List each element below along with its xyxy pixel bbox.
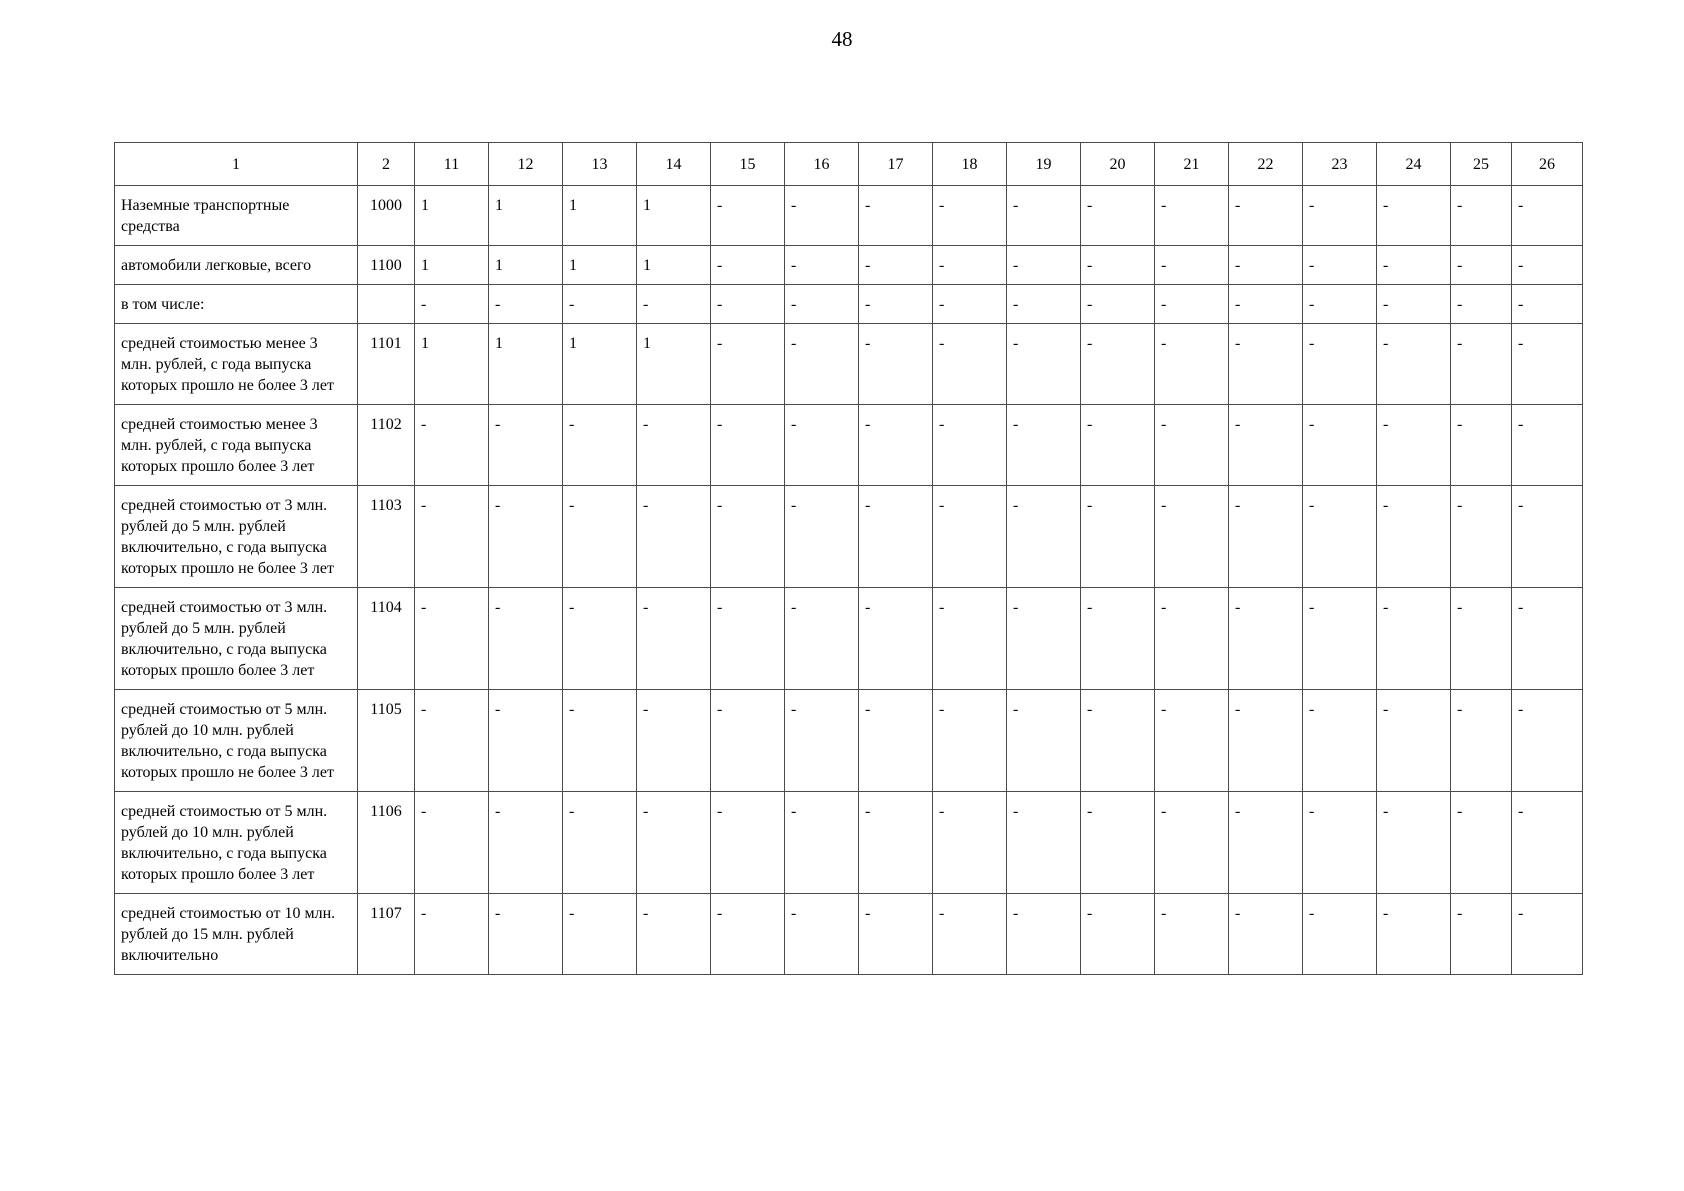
table-cell: -	[859, 324, 933, 405]
row-label: средней стоимостью менее 3 млн. рублей, с года выпуска которых прошло не более 3 лет	[115, 324, 358, 405]
column-header: 15	[711, 143, 785, 186]
table-cell: -	[1007, 792, 1081, 894]
table-cell: -	[1512, 894, 1583, 975]
table-cell: -	[415, 285, 489, 324]
table-cell: -	[1081, 588, 1155, 690]
table-cell: -	[1081, 246, 1155, 285]
table-cell: -	[1451, 690, 1512, 792]
table-cell: -	[489, 588, 563, 690]
table-cell: -	[1155, 486, 1229, 588]
table-cell: -	[711, 690, 785, 792]
table-cell: -	[1303, 324, 1377, 405]
table-cell: -	[785, 186, 859, 246]
column-header: 23	[1303, 143, 1377, 186]
table-cell: -	[1377, 285, 1451, 324]
column-header: 2	[358, 143, 415, 186]
table-cell: -	[711, 588, 785, 690]
table-cell: -	[1155, 186, 1229, 246]
table-cell: -	[1229, 405, 1303, 486]
table-cell: -	[859, 486, 933, 588]
table-cell: -	[785, 588, 859, 690]
table-cell: -	[637, 690, 711, 792]
table-cell: -	[785, 792, 859, 894]
table-cell: -	[1512, 405, 1583, 486]
column-header: 25	[1451, 143, 1512, 186]
table-cell: -	[637, 894, 711, 975]
table-cell: -	[933, 792, 1007, 894]
table-cell: -	[563, 690, 637, 792]
table-cell: -	[1451, 894, 1512, 975]
table-header	[115, 143, 1583, 186]
table-cell: -	[1451, 405, 1512, 486]
row-code: 1000	[358, 186, 415, 246]
table-cell: -	[1229, 894, 1303, 975]
column-header: 17	[859, 143, 933, 186]
row-code: 1100	[358, 246, 415, 285]
row-label: средней стоимостью менее 3 млн. рублей, с года выпуска которых прошло более 3 лет	[115, 405, 358, 486]
table-cell: -	[563, 285, 637, 324]
row-label: средней стоимостью от 5 млн. рублей до 10 млн. рублей включительно, с года выпуска которых прошло более 3 лет	[115, 792, 358, 894]
row-code: 1107	[358, 894, 415, 975]
column-header: 24	[1377, 143, 1451, 186]
table-cell: -	[563, 894, 637, 975]
table-cell: -	[1007, 324, 1081, 405]
column-header: 13	[563, 143, 637, 186]
table-cell: -	[1377, 690, 1451, 792]
table-cell: -	[1303, 285, 1377, 324]
table-row	[115, 588, 1583, 690]
table-cell: -	[1451, 246, 1512, 285]
table-cell: -	[1229, 486, 1303, 588]
table-cell: -	[415, 792, 489, 894]
column-header: 12	[489, 143, 563, 186]
table-cell: 1	[637, 324, 711, 405]
table-cell: 1	[415, 324, 489, 405]
table-cell: -	[1081, 285, 1155, 324]
table-cell: -	[711, 486, 785, 588]
table-cell: -	[1512, 246, 1583, 285]
table-cell: -	[1007, 588, 1081, 690]
table-cell: -	[711, 246, 785, 285]
data-table	[114, 142, 1583, 975]
table-row	[115, 894, 1583, 975]
table-body	[115, 186, 1583, 975]
table-cell: -	[1007, 894, 1081, 975]
table-cell: -	[637, 792, 711, 894]
table-cell: -	[1512, 792, 1583, 894]
table-cell: -	[1155, 894, 1229, 975]
table-cell: -	[785, 690, 859, 792]
table-cell: -	[1007, 405, 1081, 486]
table-row	[115, 285, 1583, 324]
table-cell: -	[1229, 324, 1303, 405]
table-cell: 1	[637, 246, 711, 285]
table-cell: -	[859, 894, 933, 975]
table-cell: -	[1007, 285, 1081, 324]
table-row	[115, 486, 1583, 588]
column-header: 1	[115, 143, 358, 186]
table-cell: -	[933, 588, 1007, 690]
table-cell: -	[415, 690, 489, 792]
table-cell: -	[785, 246, 859, 285]
row-code: 1102	[358, 405, 415, 486]
table-cell: -	[859, 588, 933, 690]
table-cell: -	[1303, 588, 1377, 690]
table-cell: -	[1512, 588, 1583, 690]
table-cell: -	[1512, 324, 1583, 405]
table-cell: -	[1377, 405, 1451, 486]
table-cell: -	[563, 405, 637, 486]
table-row	[115, 792, 1583, 894]
table-cell: -	[785, 285, 859, 324]
row-label: средней стоимостью от 5 млн. рублей до 10 млн. рублей включительно, с года выпуска которых прошло не более 3 лет	[115, 690, 358, 792]
table-row	[115, 186, 1583, 246]
table-cell: -	[1081, 792, 1155, 894]
table-cell: 1	[489, 246, 563, 285]
table-cell: -	[785, 486, 859, 588]
table-cell: -	[1377, 486, 1451, 588]
table-cell: -	[489, 894, 563, 975]
table-cell: -	[859, 246, 933, 285]
table-cell: -	[1451, 486, 1512, 588]
table-cell: -	[1007, 186, 1081, 246]
table-cell: 1	[637, 186, 711, 246]
table-cell: -	[1303, 792, 1377, 894]
row-code: 1104	[358, 588, 415, 690]
table-cell: -	[1081, 405, 1155, 486]
table-cell: -	[1155, 690, 1229, 792]
column-header: 16	[785, 143, 859, 186]
table-cell: -	[785, 894, 859, 975]
table-cell: -	[1377, 792, 1451, 894]
table-cell: -	[1451, 285, 1512, 324]
table-cell: -	[933, 324, 1007, 405]
table-cell: -	[1007, 486, 1081, 588]
table-cell: 1	[489, 324, 563, 405]
table-cell: -	[489, 285, 563, 324]
table-cell: -	[859, 285, 933, 324]
table-cell: -	[933, 894, 1007, 975]
table-cell: -	[1512, 186, 1583, 246]
table-cell: -	[1377, 246, 1451, 285]
row-label: средней стоимостью от 3 млн. рублей до 5 млн. рублей включительно, с года выпуска которых прошло более 3 лет	[115, 588, 358, 690]
table-cell: -	[933, 246, 1007, 285]
table-cell: -	[859, 792, 933, 894]
table-cell: -	[1155, 324, 1229, 405]
table-cell: -	[1229, 285, 1303, 324]
table-cell: -	[637, 486, 711, 588]
table-cell: 1	[563, 324, 637, 405]
table-cell: -	[933, 690, 1007, 792]
row-label: средней стоимостью от 10 млн. рублей до 15 млн. рублей включительно	[115, 894, 358, 975]
table-cell: -	[785, 405, 859, 486]
table-cell: -	[1229, 588, 1303, 690]
table-cell: -	[1155, 246, 1229, 285]
column-header: 18	[933, 143, 1007, 186]
row-code: 1105	[358, 690, 415, 792]
table-cell: -	[637, 285, 711, 324]
table-cell: -	[489, 405, 563, 486]
table-cell: -	[563, 792, 637, 894]
table-cell: -	[489, 792, 563, 894]
table-cell: 1	[415, 186, 489, 246]
table-cell: -	[785, 324, 859, 405]
table-cell: -	[1377, 324, 1451, 405]
row-label: в том числе:	[115, 285, 358, 324]
table-cell: -	[1377, 588, 1451, 690]
row-label: Наземные транспортные средства	[115, 186, 358, 246]
column-header: 20	[1081, 143, 1155, 186]
table-cell: -	[563, 588, 637, 690]
table-cell: -	[1081, 690, 1155, 792]
page-number: 48	[831, 27, 853, 51]
table-cell: -	[637, 588, 711, 690]
table-row	[115, 324, 1583, 405]
table-cell: -	[1303, 186, 1377, 246]
table-cell: -	[1155, 405, 1229, 486]
table-cell: 1	[563, 246, 637, 285]
table-cell: -	[1155, 792, 1229, 894]
table-cell: -	[859, 186, 933, 246]
table-cell: -	[1512, 486, 1583, 588]
table-cell: -	[415, 405, 489, 486]
table-row	[115, 246, 1583, 285]
table-cell: -	[489, 690, 563, 792]
table-cell: -	[1303, 405, 1377, 486]
table-cell: -	[711, 894, 785, 975]
table-cell: -	[1081, 486, 1155, 588]
table-cell: -	[1303, 894, 1377, 975]
table-cell: -	[489, 486, 563, 588]
table-cell: -	[1081, 894, 1155, 975]
table-cell: -	[563, 486, 637, 588]
table-cell: -	[711, 405, 785, 486]
table-cell: -	[637, 405, 711, 486]
table-row	[115, 405, 1583, 486]
table-cell: -	[933, 186, 1007, 246]
table-cell: -	[1512, 690, 1583, 792]
column-header: 19	[1007, 143, 1081, 186]
table-cell: -	[933, 405, 1007, 486]
table-cell: -	[415, 588, 489, 690]
table-cell: -	[1155, 285, 1229, 324]
table-cell: -	[859, 690, 933, 792]
table-cell: -	[933, 285, 1007, 324]
row-label: средней стоимостью от 3 млн. рублей до 5 млн. рублей включительно, с года выпуска которых прошло не более 3 лет	[115, 486, 358, 588]
table-cell: -	[1229, 246, 1303, 285]
table-cell: -	[1451, 588, 1512, 690]
row-code: 1106	[358, 792, 415, 894]
table-cell: -	[1081, 186, 1155, 246]
table-cell: -	[1451, 792, 1512, 894]
row-code: 1101	[358, 324, 415, 405]
table-cell: -	[1451, 324, 1512, 405]
table-cell: -	[1007, 246, 1081, 285]
column-header: 11	[415, 143, 489, 186]
table-cell: -	[1229, 792, 1303, 894]
table-cell: -	[1303, 486, 1377, 588]
column-header: 26	[1512, 143, 1583, 186]
table-cell: -	[711, 324, 785, 405]
table-cell: -	[1155, 588, 1229, 690]
table-cell: -	[859, 405, 933, 486]
table-cell: 1	[563, 186, 637, 246]
table-cell: -	[1229, 690, 1303, 792]
table-cell: -	[1377, 894, 1451, 975]
table-row	[115, 690, 1583, 792]
row-code	[358, 285, 415, 324]
table-cell: -	[711, 792, 785, 894]
table-cell: -	[1007, 690, 1081, 792]
table-cell: 1	[415, 246, 489, 285]
table-cell: -	[1081, 324, 1155, 405]
column-header: 21	[1155, 143, 1229, 186]
column-header: 22	[1229, 143, 1303, 186]
table-cell: -	[933, 486, 1007, 588]
table-cell: -	[1303, 246, 1377, 285]
table-cell: -	[415, 486, 489, 588]
row-label: автомобили легковые, всего	[115, 246, 358, 285]
header-row	[115, 143, 1583, 186]
table-cell: -	[711, 186, 785, 246]
table-cell: -	[1512, 285, 1583, 324]
table-cell: -	[1303, 690, 1377, 792]
table-cell: -	[415, 894, 489, 975]
table-cell: -	[1377, 186, 1451, 246]
table-cell: -	[1451, 186, 1512, 246]
table-cell: -	[1229, 186, 1303, 246]
row-code: 1103	[358, 486, 415, 588]
table-cell: -	[711, 285, 785, 324]
table-cell: 1	[489, 186, 563, 246]
column-header: 14	[637, 143, 711, 186]
